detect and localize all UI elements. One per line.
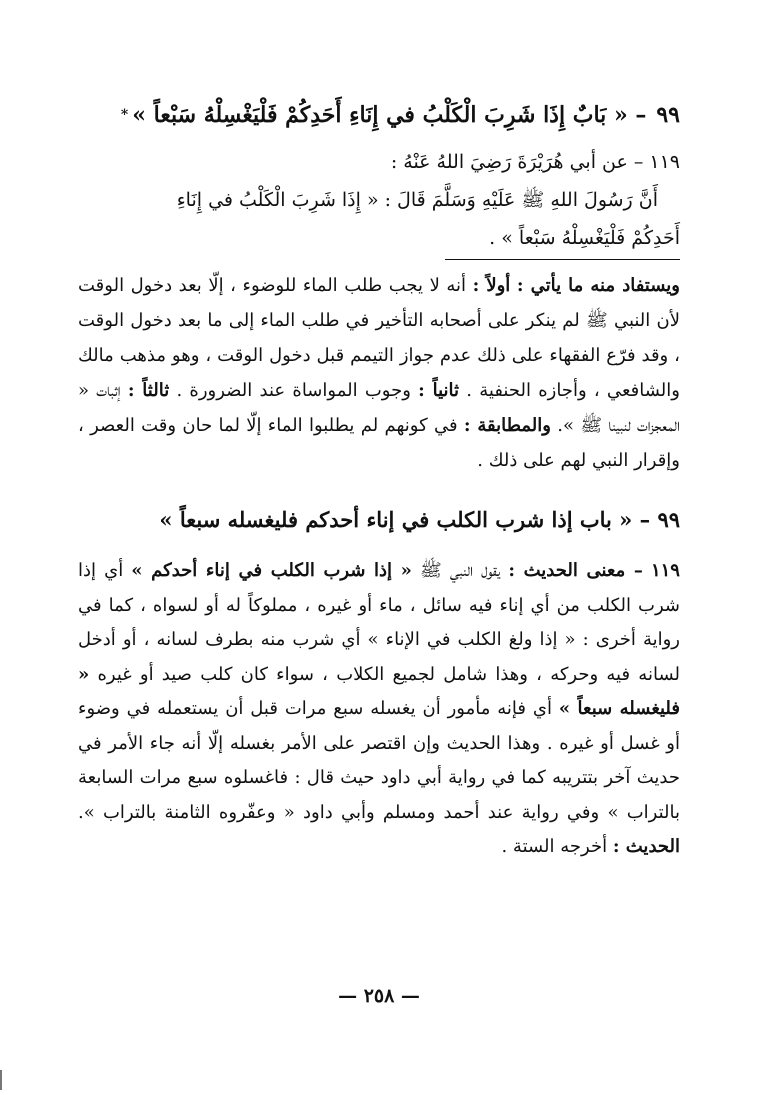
section-number: ٩٩ [657, 507, 680, 532]
meaning-label: – معنى الحديث : [508, 560, 643, 581]
second-label: ثانياً : [418, 380, 460, 401]
match-label: والمطابقة : [463, 415, 551, 436]
hadith-chain-line [78, 143, 680, 181]
section-heading [78, 500, 680, 540]
hadith-source-label: الحديث : [612, 836, 680, 857]
first-label: أولاً : [472, 275, 511, 296]
footnote-star: * [120, 107, 129, 123]
page-edge-mark [0, 1070, 2, 1090]
meaning-p3: أي فإنه مأمور أن يغسله سبع مرات قبل أن يستعمله في وضوء أو غسل أو غيره . وهذا الحديث وإن اقتصر على الأمر بغسله إلّا أنه جاء الأمر في حديث آخر بتتريبه كما في رواية أبي داود حيث قال : فاغسلوه سبع مرات السابعة بالتراب » وفي رواية عند أحمد ومسلم وأبي داود « وعفّروه الثامنة بالتراب ». [78, 698, 680, 823]
first-text: أنه لا يجب طلب الماء للوضوء ، إلّا بعد دخول الوقت لأن النبي ﷺ لم ينكر على أصحابه التأخير في طلب الماء إلى ما بعد دخول الوقت ، وقد فرّع الفقهاء على ذلك عدم جواز التيمم قبل دخول الوقت ، وهو مذهب مالك والشافعي ، وأجازه الحنفية . [78, 275, 680, 401]
page-number: — ٢٥٨ — [338, 985, 420, 1007]
meaning-p4: أخرجه الستة . [501, 836, 608, 857]
chapter-heading [78, 95, 680, 135]
meaning-number: ١١٩ [650, 560, 680, 581]
hadith-chain: – عن أبي هُرَيْرَةَ رَضِيَ اللهُ عَنْهُ : [390, 151, 644, 173]
meaning-p1: يقول النبي ﷺ [420, 560, 501, 581]
meaning-paragraph [78, 554, 680, 865]
match-text: في كونهم لم يطلبوا الماء إلّا لما حان وقت العصر ، وإقرار النبي لهم على ذلك . [78, 415, 680, 471]
section-title: – « باب إذا شرب الكلب في إناء أحدكم فليغسله سبعاً » [159, 507, 651, 532]
separator-rule [445, 259, 680, 260]
hadith-number: ١١٩ [649, 151, 680, 173]
commentary-paragraph [78, 268, 680, 478]
chapter-title: – « بَابٌ إِذَا شَرِبَ الْكَلْبُ في إِنَاءِ أَحَدِكُمْ فَلْيَغْسِلْهُ سَبْعاً » [132, 102, 647, 128]
hadith-line-2: أَحَدِكُمْ فَلْيَغْسِلْهُ سَبْعاً » . [489, 227, 680, 249]
second-text: وجوب المواساة عند الضرورة . [176, 380, 411, 401]
meaning-quote-2: « فليغسله سبعاً » [78, 663, 680, 719]
commentary-intro: ويستفاد منه ما يأتي : [516, 275, 680, 296]
hadith-text [78, 143, 680, 257]
chapter-number: ٩٩ [656, 102, 680, 128]
page-body [78, 95, 680, 1055]
third-label: ثالثاً : [127, 380, 170, 401]
third-text: إثبات « المعجزات لنبينا ﷺ ». [78, 380, 680, 436]
meaning-p2: أي إذا شرب الكلب من أي إناء فيه سائل ، ماء أو غيره ، مملوكاً له أو لسواه ، كما في رواية أخرى : « إذا ولغ الكلب في الإناء » أي شرب منه بطرف لسانه ، أو أدخل لسانه فيه وحركه ، وهذا شامل لجميع الكلاب ، سواء كان كلب صيد أو غيره [78, 560, 680, 685]
hadith-line-1: أَنَّ رَسُولَ اللهِ ﷺ عَلَيْهِ وَسَلَّمَ قَالَ : « إِذَا شَرِبَ الْكَلْبُ في إِنَاءِ [176, 189, 658, 211]
meaning-quote-1: « إذا شرب الكلب في إناء أحدكم » [131, 560, 412, 581]
